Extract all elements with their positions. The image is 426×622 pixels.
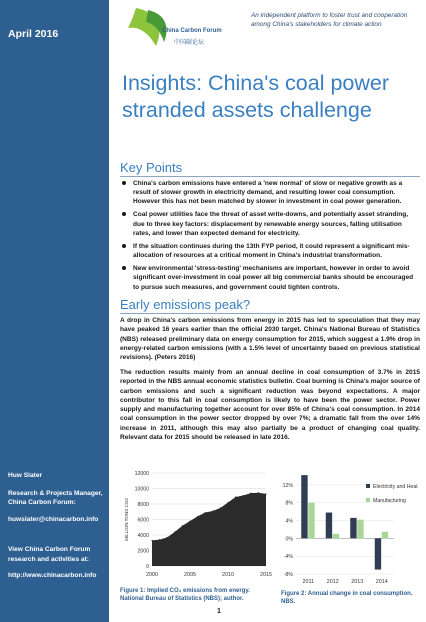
figure-1-caption: Figure 1: Implied CO₂ emissions from energy. National Bureau of Statistics (NBS); author. — [120, 588, 250, 603]
y-tick-label: 12% — [282, 482, 293, 489]
y-tick-label: 6000 — [137, 517, 149, 524]
legend-swatch — [366, 498, 370, 502]
list-item — [120, 210, 420, 237]
key-point-text: If the situation continues during the 13th FYP period, it could represent a significant mis-allocation of resources at a critical moment in China's industrial transformation. — [133, 242, 410, 260]
data-point — [212, 510, 213, 511]
data-point — [258, 492, 259, 493]
bullet-icon — [122, 244, 126, 248]
y-tick-label: 8% — [285, 500, 293, 507]
y-tick-label: -8% — [283, 572, 293, 578]
key-point-text: Coal power utilities face the threat of asset write-downs, and potentially asset stranding, due to three key factors: displacement by renewable energy sources, falling utilisation rates, and lower than expected demand for electricity. — [133, 211, 409, 237]
x-tick-label: 2011 — [302, 579, 315, 585]
y-axis-label: MILLION TONS CO2 — [124, 498, 129, 541]
paragraph-1: A drop in China's carbon emissions from energy in 2015 has led to speculation that they may have peaked 16 years earlier than the official 2030 target. China's National Bureau of Statistics (NBS) released preliminary data on energy consumption for 2015, which suggest a 1.9% drop in energy-related carbon emissions (with a 1.5% level of uncertainty based on previous statistical revisions). (Peters 2016) — [120, 317, 420, 362]
y-tick-label: 10000 — [134, 486, 149, 493]
emissions-area — [152, 493, 266, 566]
tagline: An independent platform to foster trust and cooperation among China's stakeholders for climate action — [251, 12, 408, 28]
page-number: 1 — [217, 608, 221, 615]
list-item — [120, 264, 420, 291]
bar — [333, 534, 339, 538]
bullet-icon — [122, 212, 126, 216]
x-tick-label: 2000 — [146, 572, 158, 578]
y-tick-label: 4000 — [137, 533, 149, 539]
author-email[interactable]: huwslater@chinacarbon.info — [8, 515, 99, 523]
author-role: Research & Projects Manager, China Carbon Forum: — [8, 489, 103, 507]
legend-label: Manufacturing — [373, 498, 406, 504]
key-points-heading: Key Points — [120, 160, 420, 177]
y-tick-label: 12000 — [134, 471, 149, 477]
list-item — [120, 242, 420, 260]
data-point — [159, 539, 160, 540]
data-point — [167, 537, 168, 538]
data-point — [197, 516, 198, 517]
key-points-list — [120, 179, 420, 296]
data-point — [205, 512, 206, 513]
data-point — [265, 493, 266, 494]
header — [109, 0, 426, 52]
y-tick-label: 2000 — [137, 548, 149, 555]
logo-name: China Carbon Forum — [162, 28, 222, 34]
bar — [357, 520, 363, 539]
bar — [301, 475, 307, 538]
cta-block — [8, 545, 108, 581]
bar — [375, 538, 381, 569]
data-point — [174, 531, 175, 532]
y-tick-label: 8000 — [137, 502, 149, 508]
x-tick-label: 2013 — [351, 579, 364, 585]
key-point-text: China's carbon emissions have entered a 'new normal' of slow or negative growth as a result of slower growth in electricity demand, and resulting lower coal consumption. However this has not been matched by slower in investment in coal power generation. — [133, 180, 403, 206]
y-tick-label: -4% — [283, 554, 293, 561]
x-tick-label: 2015 — [260, 572, 272, 578]
x-tick-label: 2010 — [222, 572, 234, 578]
author-block — [8, 471, 108, 524]
main-content — [109, 0, 426, 622]
author-name: Huw Slater — [8, 472, 43, 479]
key-point-text: New environmental 'stress-testing' mechanisms are important, however in order to avoid significant over-investment in coal power all big commercial banks should be encouraged to pursue such measures, and government could tighten controls. — [133, 265, 414, 291]
bar — [326, 513, 332, 539]
legend-swatch — [366, 484, 370, 488]
bullet-icon — [122, 266, 126, 270]
bullet-icon — [122, 181, 126, 185]
publication-date: April 2016 — [8, 28, 59, 40]
bar — [308, 503, 314, 539]
legend-label: Electricity and Heat — [373, 484, 418, 490]
x-tick-label: 2012 — [326, 579, 339, 585]
cta-text: View China Carbon Forum research and activities at: — [8, 546, 91, 563]
data-point — [151, 540, 152, 541]
data-point — [189, 520, 190, 521]
coal-change-bar-chart — [274, 468, 424, 583]
sidebar — [0, 0, 109, 622]
china-carbon-forum-logo — [118, 6, 222, 48]
early-peak-heading: Early emissions peak? — [120, 297, 420, 314]
figure-2-caption: Figure 2: Annual change in coal consumption. NBS. — [281, 591, 413, 606]
page-title: Insights: China's coal power stranded assets challenge — [122, 71, 390, 123]
y-tick-label: 0% — [285, 536, 293, 543]
logo-chinese-name: 中国碳论坛 — [174, 40, 205, 46]
y-tick-label: 4% — [285, 518, 293, 525]
paragraph-2: The reduction results mainly from an annual decline in coal consumption of 3.7% in 2015 reported in the NBS annual economic statistics bulletin. Coal burning is China's major source of carbon emissions and such a significant reduction was beyond expectations. A major contributor to this fall in coal consumption is likely to have been the power sector. Power supply and manufacturing together account for over 85% of China's coal consumption. In 2014 coal consumption in the power sector dropped by over 7%; a dramatic fall from the over 14% increase in 2011, although this may also partially be a product of changing coal quality. Relevant data for 2015 should be released in late 2016. — [120, 369, 420, 441]
data-point — [227, 502, 228, 503]
website-link[interactable]: http://www.chinacarbon.info — [8, 572, 97, 580]
emissions-area-chart — [120, 468, 270, 583]
data-point — [220, 507, 221, 508]
y-tick-label: 0 — [146, 564, 149, 570]
x-tick-label: 2005 — [184, 572, 196, 578]
data-point — [235, 496, 236, 497]
list-item — [120, 179, 420, 206]
data-point — [250, 493, 251, 494]
data-point — [243, 495, 244, 496]
bar — [382, 532, 388, 539]
data-point — [182, 525, 183, 526]
bar — [350, 518, 356, 538]
x-tick-label: 2014 — [375, 579, 388, 585]
